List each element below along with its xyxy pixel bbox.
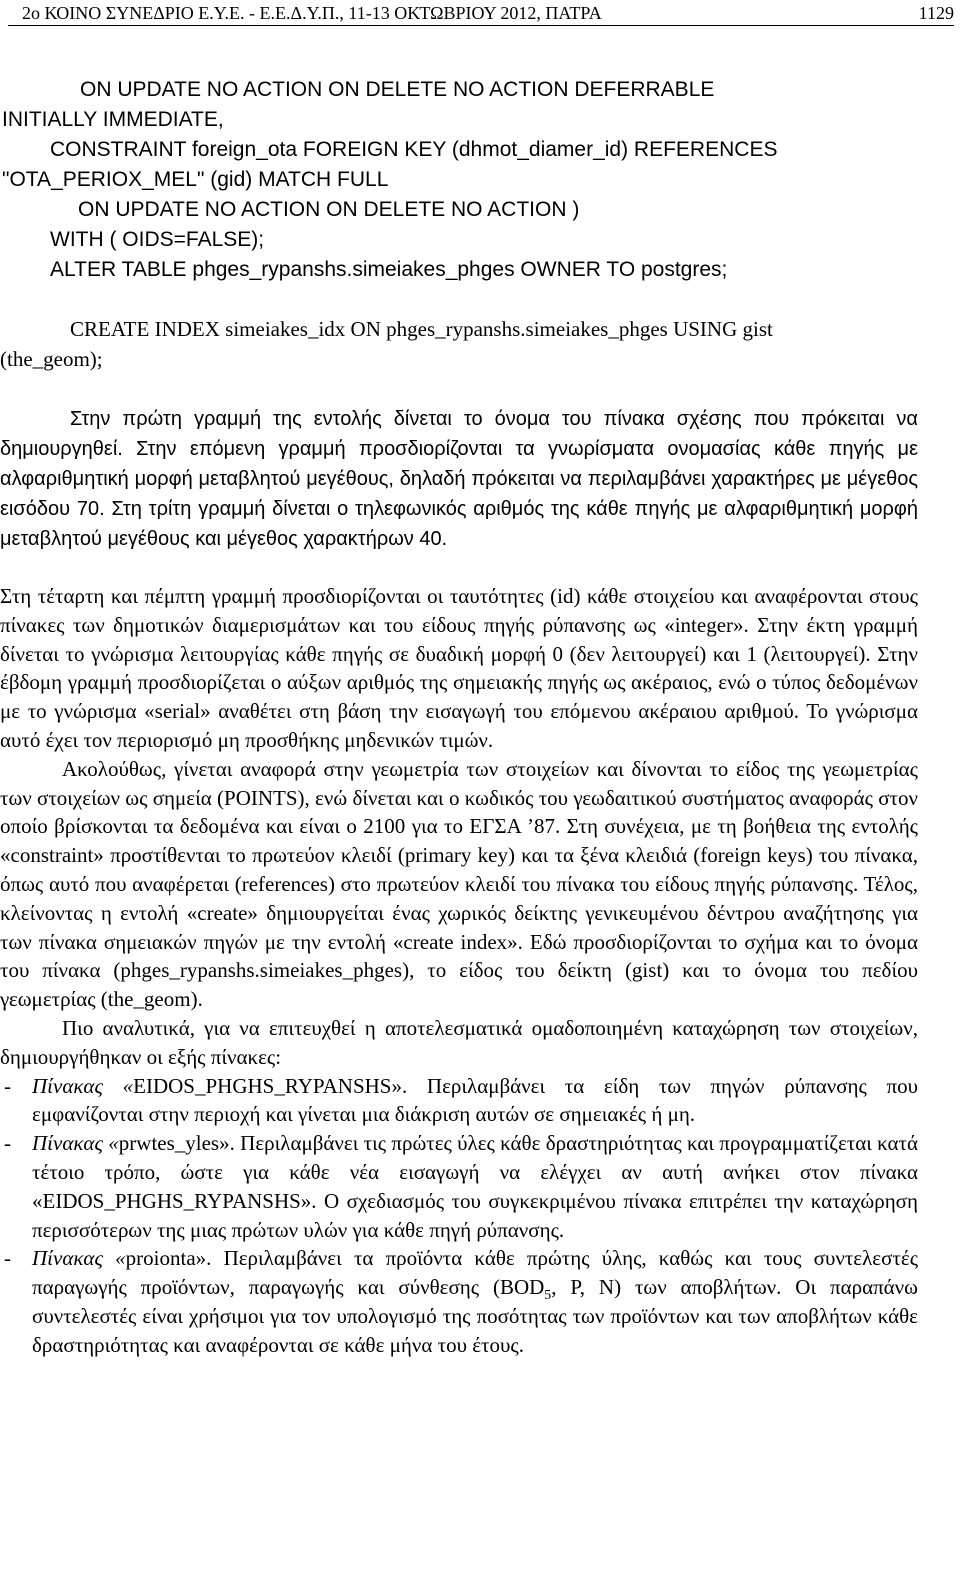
list-item-text: ». Περιλαμβάνει τις πρώτες ύλες κάθε δραστηριότητας και προγραμματίζεται κατά τέτοιο τρόπο, ώστε για κάθε νέα εισαγωγή να ελέγχει αν αυτή ανήκει στον πίνακα «EIDOS_PHGHS_RYPANSHS». Ο σχεδιασμός του συγκεκριμένου πίνακα επιτρέπει την καταχώρηση περισσότερων της μιας πρώτων υλών για κάθε πηγή ρύπανσης. [32,1131,919,1242]
code-line: "OTA_PERIOX_MEL" (gid) MATCH FULL [2,168,389,191]
list-dash: - [4,1246,11,1271]
paragraph-continuation: Στη τέταρτη και πέμπτη γραμμή προσδιορίζονται οι ταυτότητες (id) κάθε στοιχείου και αναφέρονται στους πίνακες των δημοτικών διαμερισμάτων και του είδους πηγής ρύπανσης ως «integer». Στην έκτη γραμμή δίνεται το γνώρισμα λειτουργίας κάθε πηγής σε δυαδική μορφή 0 (δεν λειτουργεί) και 1 (λειτουργεί). Στην έβδομη γραμμή προσδιορίζεται ο αύξων αριθμός της σημειακής πηγής ως ακέραιος, ενώ ο τύπος δεδομένων με το γνώρισμα «serial» αναθέτει στη βάση την εισαγωγή του επόμενου ακέραιου αριθμού. Το γνώρισμα αυτό έχει τον περιορισμό μη προσθήκης μηδενικών τιμών. [0,584,918,752]
paragraph-explanation-sans [0,404,918,554]
conference-title: 2ο ΚΟΙΝΟ ΣΥΝΕΔΡΙΟ Ε.Υ.Ε. - Ε.Ε.Δ.Υ.Π., 11-13 ΟΚΤΩΒΡΙΟΥ 2012, ΠΑΤΡΑ [22,3,602,23]
code-line: INITIALLY IMMEDIATE, [2,108,224,131]
list-item-table-name: proionta [125,1246,196,1271]
page-header [0,0,960,26]
code-line: ON UPDATE NO ACTION ON DELETE NO ACTION DEFERRABLE [80,78,715,101]
subscript: 5 [544,1288,552,1304]
sql-code-block [0,75,948,285]
list-item [0,1072,918,1130]
list-item [0,1129,918,1244]
create-index-line-2: (the_geom); [0,347,103,371]
header-rule [8,25,954,26]
code-line: WITH ( OIDS=FALSE); [50,228,265,251]
page-number: 1129 [918,3,954,23]
paragraph-text: Στην πρώτη γραμμή της εντολής δίνεται το όνομα του πίνακα σχέσης που πρόκειται να δημιουργηθεί. Στην επόμενη γραμμή προσδιορίζονται τα γνωρίσματα ονομασίας κάθε πηγής με αλφαριθμητική μορφή μεταβλητού μεγέθους, δηλαδή πρόκειται να περιλαμβάνει χαρακτήρες με μέγεθος εισόδου 70. Στη τρίτη γραμμή δίνεται ο τηλεφωνικός αριθμός της κάθε πηγής με αλφαριθμητική μορφή μεταβλητού μεγέθους και μέγεθος χαρακτήρων 40. [0,408,918,550]
list-item-text: ». Περιλαμβάνει τα προϊόντα κάθε πρώτης ύλης, καθώς και τους συντελεστές παραγωγής προϊόντων, παραγωγής και σύνθεσης (BOD [32,1246,919,1300]
list-dash: - [4,1131,11,1156]
list-item [0,1244,918,1359]
list-item-table-name: EIDOS_PHGHS_RYPANSHS [133,1073,392,1098]
list-item-label: Πίνακας « [32,1131,119,1156]
create-index-statement [0,314,940,374]
list-dash: - [4,1073,11,1098]
paragraph-geometry: Ακολούθως, γίνεται αναφορά στην γεωμετρία των στοιχείων και δίνονται το είδος της γεωμετρίας των στοιχείων ως σημεία (POINTS), ενώ δίνεται και ο κωδικός του γεωδαιτικού συστήματος αναφοράς στον οποίο βρίσκονται τα δεδομένα και είναι ο 2100 για το ΕΓΣΑ ’87. Στη συνέχεια, με τη βοήθεια της εντολής «constraint» προστίθενται το πρωτεύον κλειδί (primary key) και τα ξένα κλειδιά (foreign keys) του πίνακα, όπως αυτό που αναφέρεται (references) στο πρωτεύον κλειδί του πίνακα του είδους πηγής ρύπανσης. Τέλος, κλείνοντας η εντολή «create» δημιουργείται ένας χωρικός δείκτης γενικευμένου δέντρου αναζήτησης για των πίνακα σημειακών πηγών με την εντολή «create index». Εδώ προσδιορίζονται το σχήμα και το όνομα του πίνακα (phges_rypanshs.simeiakes_phges), το είδος του δείκτη (gist) και το όνομα του πεδίου γεωμετρίας (the_geom). [0,756,918,1012]
list-item-label: Πίνακας « [32,1073,134,1098]
list-item-text: , P, N) των αποβλήτων. Οι παραπάνω συντελεστές είναι χρήσιμοι για τον υπολογισμό της ποσότητας των προϊόντων και των αποβλήτων κάθε δραστηριότητας και αναφέρονται σε κάθε μήνα του έτους. [32,1275,918,1357]
create-index-line-1: CREATE INDEX simeiakes_idx ON phges_rypanshs.simeiakes_phges USING gist [70,317,773,341]
code-line: ALTER TABLE phges_rypanshs.simeiakes_phges OWNER TO postgres; [50,258,728,281]
code-line: CONSTRAINT foreign_ota FOREIGN KEY (dhmot_diamer_id) REFERENCES [50,138,778,161]
paragraph-tables-intro: Πιο αναλυτικά, για να επιτευχθεί η αποτελεσματικά ομαδοποιημένη καταχώρηση των στοιχείων, δημιουργήθηκαν οι εξής πίνακες: [0,1015,918,1069]
list-item-label: Πίνακας « [32,1246,126,1271]
code-line: ON UPDATE NO ACTION ON DELETE NO ACTION ) [78,198,580,221]
list-item-table-name: prwtes_yles [118,1131,220,1156]
list-item-text: ». Περιλαμβάνει τα είδη των πηγών ρύπανσης που εμφανίζονται στην περιοχή και γίνεται μια διάκριση αυτών σε σημειακές ή μη. [32,1073,919,1127]
body-text [0,582,918,1360]
